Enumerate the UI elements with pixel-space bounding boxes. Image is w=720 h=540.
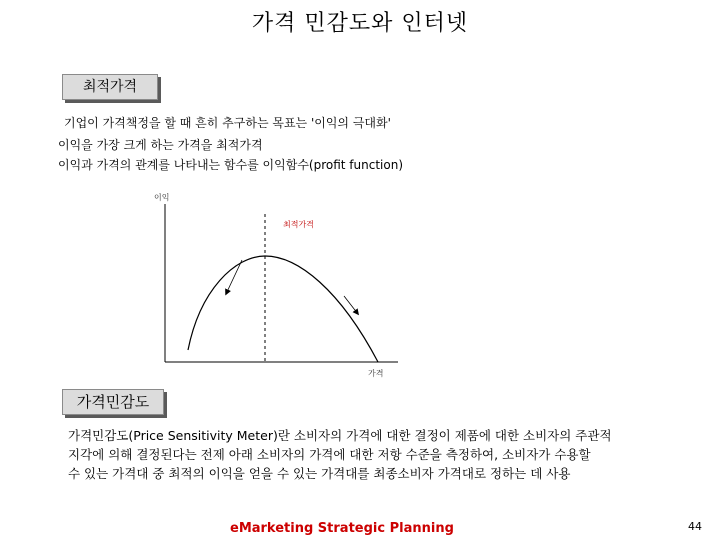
page-title: 가격 민감도와 인터넷 — [251, 11, 469, 36]
optimal-price-label: 최적가격 — [283, 220, 314, 229]
x-axis-label: 가격 — [368, 369, 384, 378]
price-sensitivity-paragraph — [68, 426, 688, 483]
y-axis-label: 이익 — [154, 193, 170, 202]
section-label-price-sensitivity: 가격민감도 — [62, 389, 164, 415]
profit-curve — [188, 256, 378, 362]
text-line: 기업이 가격책정을 할 때 흔히 추구하는 목표는 '이익의 극대화' — [64, 116, 391, 130]
profit-function-diagram — [150, 190, 410, 380]
left-arrow — [226, 260, 242, 294]
text-line: 수 있는 가격대 중 최적의 이익을 얻을 수 있는 가격대를 최종소비자 가격대로 정하는 데 사용 — [68, 466, 571, 481]
text-line: 이익과 가격의 관계를 나타내는 함수를 이익함수(profit function) — [58, 158, 404, 172]
text-line: 지각에 의해 결정된다는 전제 아래 소비자의 가격에 대한 저항 수준을 측정하여, 소비자가 수용할 — [68, 447, 591, 462]
footer-text: eMarketing Strategic Planning — [230, 521, 454, 536]
text-line: 가격민감도(Price Sensitivity Meter)란 소비자의 가격에 대한 결정이 제품에 대한 소비자의 주관적 — [68, 428, 612, 443]
page-number: 44 — [688, 520, 702, 533]
section-label-optimal-price: 최적가격 — [62, 74, 158, 100]
text-line: 이익을 가장 크게 하는 가격을 최적가격 — [58, 138, 263, 152]
